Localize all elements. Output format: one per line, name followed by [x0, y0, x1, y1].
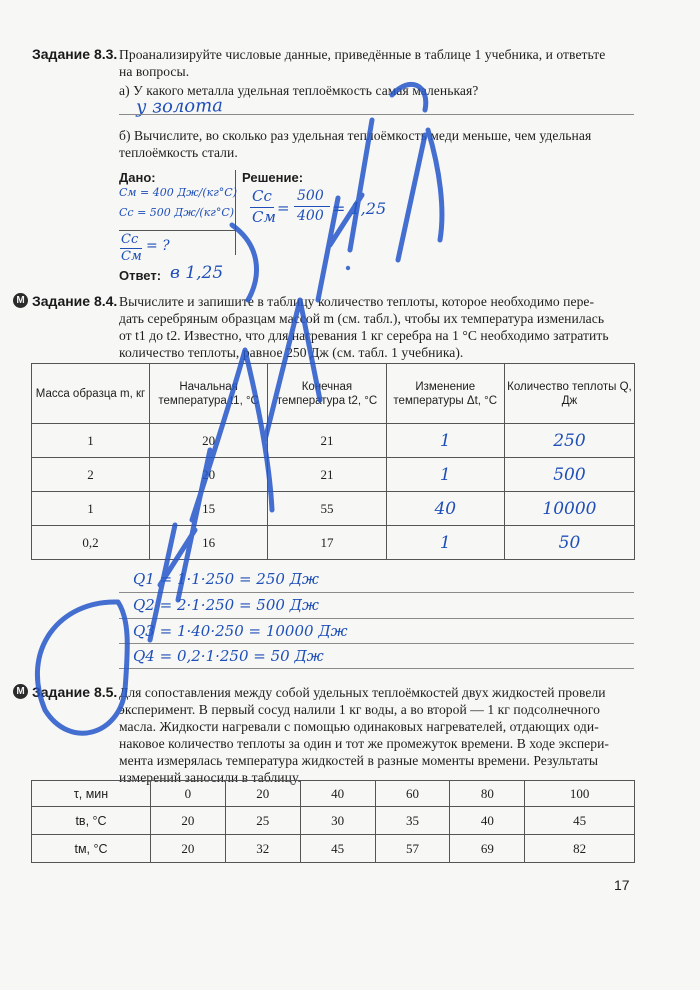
- solution-lhs-denominator: См: [252, 208, 276, 226]
- cell-t1: 20: [149, 458, 267, 492]
- cell-q: 10000: [504, 492, 634, 526]
- task-8-5-line2: эксперимент. В первый сосуд налили 1 кг воды, а во второй — 1 кг подсолнечного: [119, 702, 600, 717]
- cell-time: 0: [151, 781, 226, 807]
- cell-mass: 1: [32, 424, 150, 458]
- row-head-water: tв, °С: [32, 807, 151, 835]
- cell-oil-temp: 32: [225, 835, 300, 863]
- cell-t2: 55: [268, 492, 386, 526]
- cell-mass: 1: [32, 492, 150, 526]
- task-8-3-question-b-line2: теплоёмкость стали.: [119, 145, 238, 160]
- cell-dt: 1: [386, 526, 504, 560]
- calc-line-1: Q1 = 1·1·250 = 250 Дж: [133, 570, 319, 588]
- task-8-4-line4: количество теплоты, равное 250 Дж (см. табл. 1 учебника).: [119, 345, 464, 360]
- cell-time: 60: [375, 781, 450, 807]
- header-dt: Изменение температуры Δt, °С: [386, 364, 504, 424]
- cell-water-temp: 20: [151, 807, 226, 835]
- task-8-4-line3: от t1 до t2. Известно, что для нагревания 1 кг серебра на 1 °С необходимо затратить: [119, 328, 609, 343]
- cell-time: 20: [225, 781, 300, 807]
- page-number: 17: [614, 877, 630, 893]
- row-head-oil: tм, °С: [32, 835, 151, 863]
- cell-time: 40: [300, 781, 375, 807]
- find-numerator: Сс: [121, 232, 139, 247]
- solution-label: Решение:: [242, 170, 304, 185]
- cell-water-temp: 45: [525, 807, 635, 835]
- solution-frac-denominator: 400: [297, 208, 324, 224]
- cell-water-temp: 30: [300, 807, 375, 835]
- given-c-steel: Сс = 500 Дж/(кг°С): [119, 206, 235, 219]
- task-8-5-line5: мента измерялась температура жидкостей в разные моменты времени. Результаты: [119, 753, 599, 768]
- cell-oil-temp: 20: [151, 835, 226, 863]
- cell-t1: 16: [149, 526, 267, 560]
- given-c-copper: См = 400 Дж/(кг°С): [119, 186, 238, 199]
- task-8-3-text-line2: на вопросы.: [119, 64, 190, 79]
- method-m-icon: М: [13, 293, 28, 308]
- calc-line-2: Q2 = 2·1·250 = 500 Дж: [133, 596, 319, 614]
- header-t1: Начальная температура t1, °С: [149, 364, 267, 424]
- cell-dt: 1: [386, 424, 504, 458]
- cell-mass: 2: [32, 458, 150, 492]
- solution-result: = 1,25: [332, 199, 387, 218]
- header-q: Количество теплоты Q, Дж: [504, 364, 634, 424]
- find-denominator: См: [121, 249, 142, 264]
- solution-lhs-numerator: Сс: [252, 187, 272, 205]
- cell-water-temp: 35: [375, 807, 450, 835]
- answer-value: в 1,25: [170, 263, 224, 283]
- task-8-3-label: Задание 8.3.: [32, 46, 118, 62]
- task-8-4-line1: Вычислите и запишите в таблицу количество теплоты, которое необходимо пере-: [119, 294, 595, 309]
- task-8-4-label: Задание 8.4.: [32, 293, 118, 309]
- cell-water-temp: 40: [450, 807, 525, 835]
- cell-q: 50: [504, 526, 634, 560]
- cell-t2: 21: [268, 458, 386, 492]
- task-8-5-line1: Для сопоставления между собой удельных теплоёмкостей двух жидкостей провели: [119, 685, 606, 700]
- cell-time: 100: [525, 781, 635, 807]
- task-8-5-line3: масла. Жидкости нагревали с помощью одинаковых нагревателей, отдающих оди-: [119, 719, 599, 734]
- solution-frac-numerator: 500: [297, 188, 324, 204]
- task-8-3-answer-a: у золота: [135, 95, 224, 118]
- cell-dt: 1: [386, 458, 504, 492]
- cell-oil-temp: 45: [300, 835, 375, 863]
- cell-oil-temp: 57: [375, 835, 450, 863]
- calc-line-4: Q4 = 0,2·1·250 = 50 Дж: [133, 647, 324, 665]
- cell-q: 500: [504, 458, 634, 492]
- task-8-5-line6: измерений заносили в таблицу.: [119, 770, 301, 785]
- answer-label: Ответ:: [119, 268, 162, 283]
- header-mass: Масса образца m, кг: [32, 364, 150, 424]
- task-8-3-question-b-line1: б) Вычислите, во сколько раз удельная теплоёмкость меди меньше, чем удельная: [119, 128, 592, 143]
- cell-time: 80: [450, 781, 525, 807]
- cell-dt: 40: [386, 492, 504, 526]
- cell-t2: 17: [268, 526, 386, 560]
- cell-oil-temp: 82: [525, 835, 635, 863]
- cell-t2: 21: [268, 424, 386, 458]
- task-8-5-line4: наковое количество теплоты за один и тот же промежуток времени. В ходе экспери-: [119, 736, 609, 751]
- dano-label: Дано:: [119, 170, 156, 185]
- solution-equals: =: [277, 199, 290, 217]
- cell-oil-temp: 69: [450, 835, 525, 863]
- calc-line-3: Q3 = 1·40·250 = 10000 Дж: [133, 622, 348, 640]
- header-t2: Конечная температура t2, °С: [268, 364, 386, 424]
- row-head-time: τ, мин: [32, 781, 151, 807]
- method-m-icon: М: [13, 684, 28, 699]
- cell-mass: 0,2: [32, 526, 150, 560]
- cell-t1: 15: [149, 492, 267, 526]
- cell-t1: 20: [149, 424, 267, 458]
- cell-water-temp: 25: [225, 807, 300, 835]
- task-8-4-line2: дать серебряным образцам массой m (см. табл.), чтобы их температура изменилась: [119, 311, 605, 326]
- task-8-3-text-line1: Проанализируйте числовые данные, приведённые в таблице 1 учебника, и ответьте: [119, 47, 606, 62]
- task-8-5-label: Задание 8.5.: [32, 684, 118, 700]
- task-8-3-question-a: а) У какого металла удельная теплоёмкость самая маленькая?: [119, 83, 479, 98]
- cell-q: 250: [504, 424, 634, 458]
- find-equals: = ?: [146, 238, 170, 254]
